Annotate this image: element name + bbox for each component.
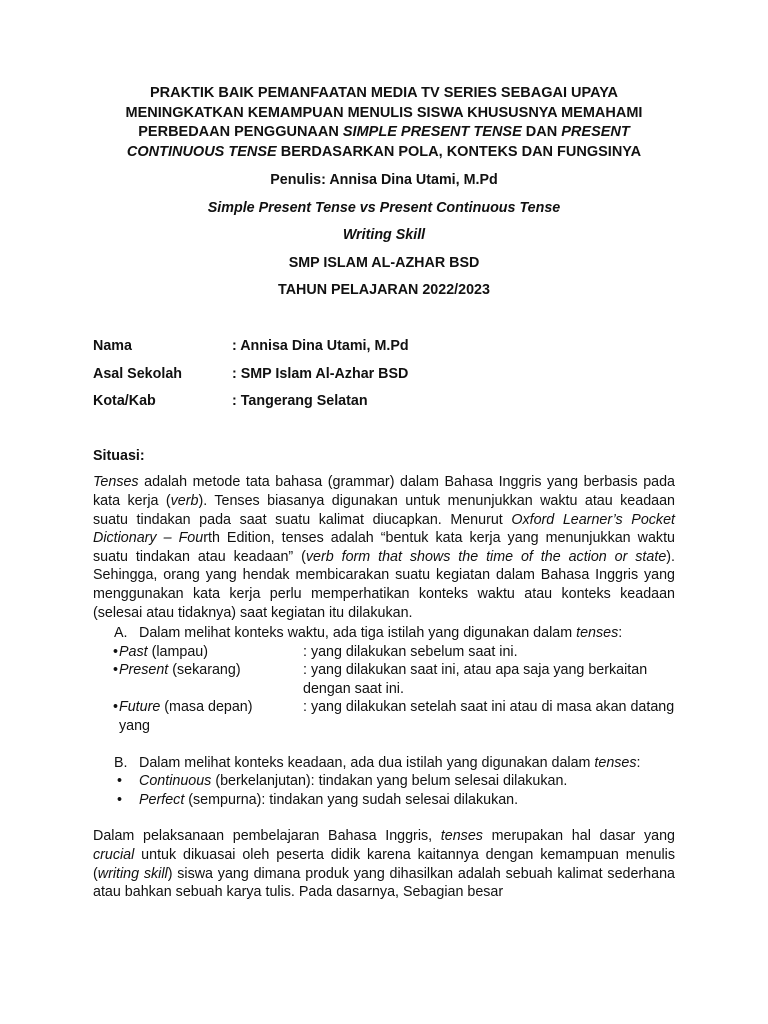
term-cell: [119, 643, 303, 662]
bullet-icon: •: [113, 643, 119, 660]
year-line: TAHUN PELAJARAN 2022/2023: [278, 282, 490, 299]
field-value: : Annisa Dina Utami, M.Pd: [232, 337, 409, 354]
list-text: [139, 624, 675, 643]
field-row-nama: [93, 337, 675, 356]
author-line: Penulis: Annisa Dina Utami, M.Pd: [270, 172, 498, 188]
term: Perfect: [139, 791, 185, 808]
title-line-3b: SIMPLE PRESENT TENSE: [342, 124, 522, 140]
bullet-icon: •: [117, 773, 123, 790]
list-a: [93, 624, 675, 643]
field-label: Asal Sekolah: [93, 365, 182, 382]
title-line-3d: PRESENT: [561, 124, 630, 140]
text-span: ). Sehingga, orang yang hendak membicarakan suatu kegiatan dalam Bahasa Inggris yang menggunakan kata kerja perlu memperhatikan konteks waktu atau konteks keadaan (selesai atau tidaknya) saat kegiatan itu dilakukan.: [93, 548, 675, 621]
desc-cell: : yang dilakukan setelah saat ini atau di masa akan datang: [303, 699, 675, 716]
paragraph-tenses-learning: [93, 827, 675, 901]
identity-fields: [93, 337, 675, 411]
list-item: [93, 772, 675, 791]
text-span: merupakan hal dasar yang: [482, 828, 676, 845]
list-item: [93, 791, 675, 810]
text-span: crucial: [93, 847, 135, 864]
text-span: Dalam pelaksanaan pembelajaran Bahasa Inggris,: [93, 828, 441, 845]
title-line-1: PRAKTIK BAIK PEMANFAATAN MEDIA TV SERIES SEBAGAI UPAYA: [149, 85, 619, 101]
text-span: verb form that shows the time of the action or state: [305, 548, 667, 565]
text-span: Dalam melihat konteks keadaan, ada dua istilah yang digunakan dalam: [139, 754, 595, 771]
document-page: [93, 84, 675, 902]
text-span: rth Edition, tenses adalah “bentuk kata kerja yang menunjukkan waktu suatu tindakan atau keadaan” (: [93, 530, 676, 565]
text-span: adalah metode tata bahasa (grammar) dalam Bahasa Inggris yang berbasis pada kata kerja (: [93, 474, 675, 509]
field-label: Kota/Kab: [93, 393, 156, 410]
text-span: tenses: [594, 754, 637, 771]
term: Future: [119, 699, 161, 716]
item-text: [139, 772, 567, 791]
paragraph-tenses-definition: [93, 473, 675, 622]
term-rest: (sekarang): [168, 662, 241, 679]
desc-cell: : yang dilakukan saat ini, atau apa saja yang berkaitan dengan saat ini.: [303, 662, 648, 697]
list-item: [93, 643, 675, 662]
skill-line: Writing Skill: [342, 227, 426, 244]
title-line-3c: DAN: [521, 124, 562, 140]
term: Continuous: [139, 773, 212, 790]
desc-cell: : yang dilakukan sebelum saat ini.: [303, 643, 518, 660]
text-span: :: [618, 625, 623, 642]
field-row-asal-sekolah: [93, 365, 675, 384]
term: Past: [119, 643, 148, 660]
list-b: [93, 754, 675, 773]
text-span: ) siswa yang dimana produk yang dihasilkan adalah sebuah kalimat sederhana atau bahkan sebuah karya tulis. Pada dasarnya, Sebagian besar: [93, 865, 675, 901]
situasi-heading: Situasi:: [93, 447, 145, 464]
list-marker: B.: [114, 754, 128, 771]
list-item: [93, 698, 675, 735]
text-span: tenses: [576, 625, 619, 642]
bullet-icon: •: [113, 662, 119, 679]
text-span: Tenses: [93, 474, 139, 491]
text-span: tenses: [440, 828, 483, 845]
text-span: Dalam melihat konteks waktu, ada tiga istilah yang digunakan dalam: [139, 625, 577, 642]
list-marker: A.: [114, 625, 128, 642]
term-cell: [119, 698, 303, 735]
field-label: Nama: [93, 337, 132, 354]
title-line-4b: BERDASARKAN POLA, KONTEKS DAN FUNGSINYA: [276, 143, 642, 160]
term-rest: (lampau): [147, 643, 208, 660]
term-cell: [119, 661, 303, 698]
title-line-3a: PERBEDAAN PENGGUNAAN: [138, 124, 343, 140]
document-title: [93, 84, 675, 162]
field-value: : Tangerang Selatan: [232, 393, 368, 410]
subtitle-line: Simple Present Tense vs Present Continuous Tense: [207, 199, 561, 216]
term: Present: [119, 662, 169, 679]
text-span: verb: [170, 492, 199, 509]
field-row-kota-kab: [93, 392, 675, 411]
term-rest: (berkelanjutan): tindakan yang belum selesai dilakukan.: [211, 773, 568, 790]
list-item: [93, 661, 675, 698]
text-span: ). Tenses biasanya digunakan untuk menunjukkan waktu atau keadaan suatu tindakan pada saat suatu kalimat diucapkan. Menurut: [93, 492, 676, 528]
text-span: untuk dikuasai oleh peserta didik karena kaitannya dengan kemampuan menulis (: [93, 847, 675, 882]
term-rest: (sempurna): tindakan yang sudah selesai dilakukan.: [184, 791, 519, 808]
field-value: : SMP Islam Al-Azhar BSD: [232, 365, 409, 382]
title-line-4a: CONTINUOUS TENSE: [126, 143, 277, 160]
text-span: writing skill: [97, 865, 168, 882]
text-span: :: [636, 754, 641, 771]
list-text: [139, 754, 675, 773]
item-text: [139, 791, 518, 810]
bullet-icon: •: [117, 791, 123, 808]
title-line-2: MENINGKATKAN KEMAMPUAN MENULIS SISWA KHUSUSNYA MEMAHAMI: [125, 104, 643, 121]
term-rest: (masa depan) yang: [119, 699, 253, 735]
school-line: SMP ISLAM AL-AZHAR BSD: [288, 254, 480, 271]
text-span: Oxford Learner’s Pocket Dictionary – Fou: [93, 511, 675, 547]
bullet-icon: •: [113, 699, 119, 716]
